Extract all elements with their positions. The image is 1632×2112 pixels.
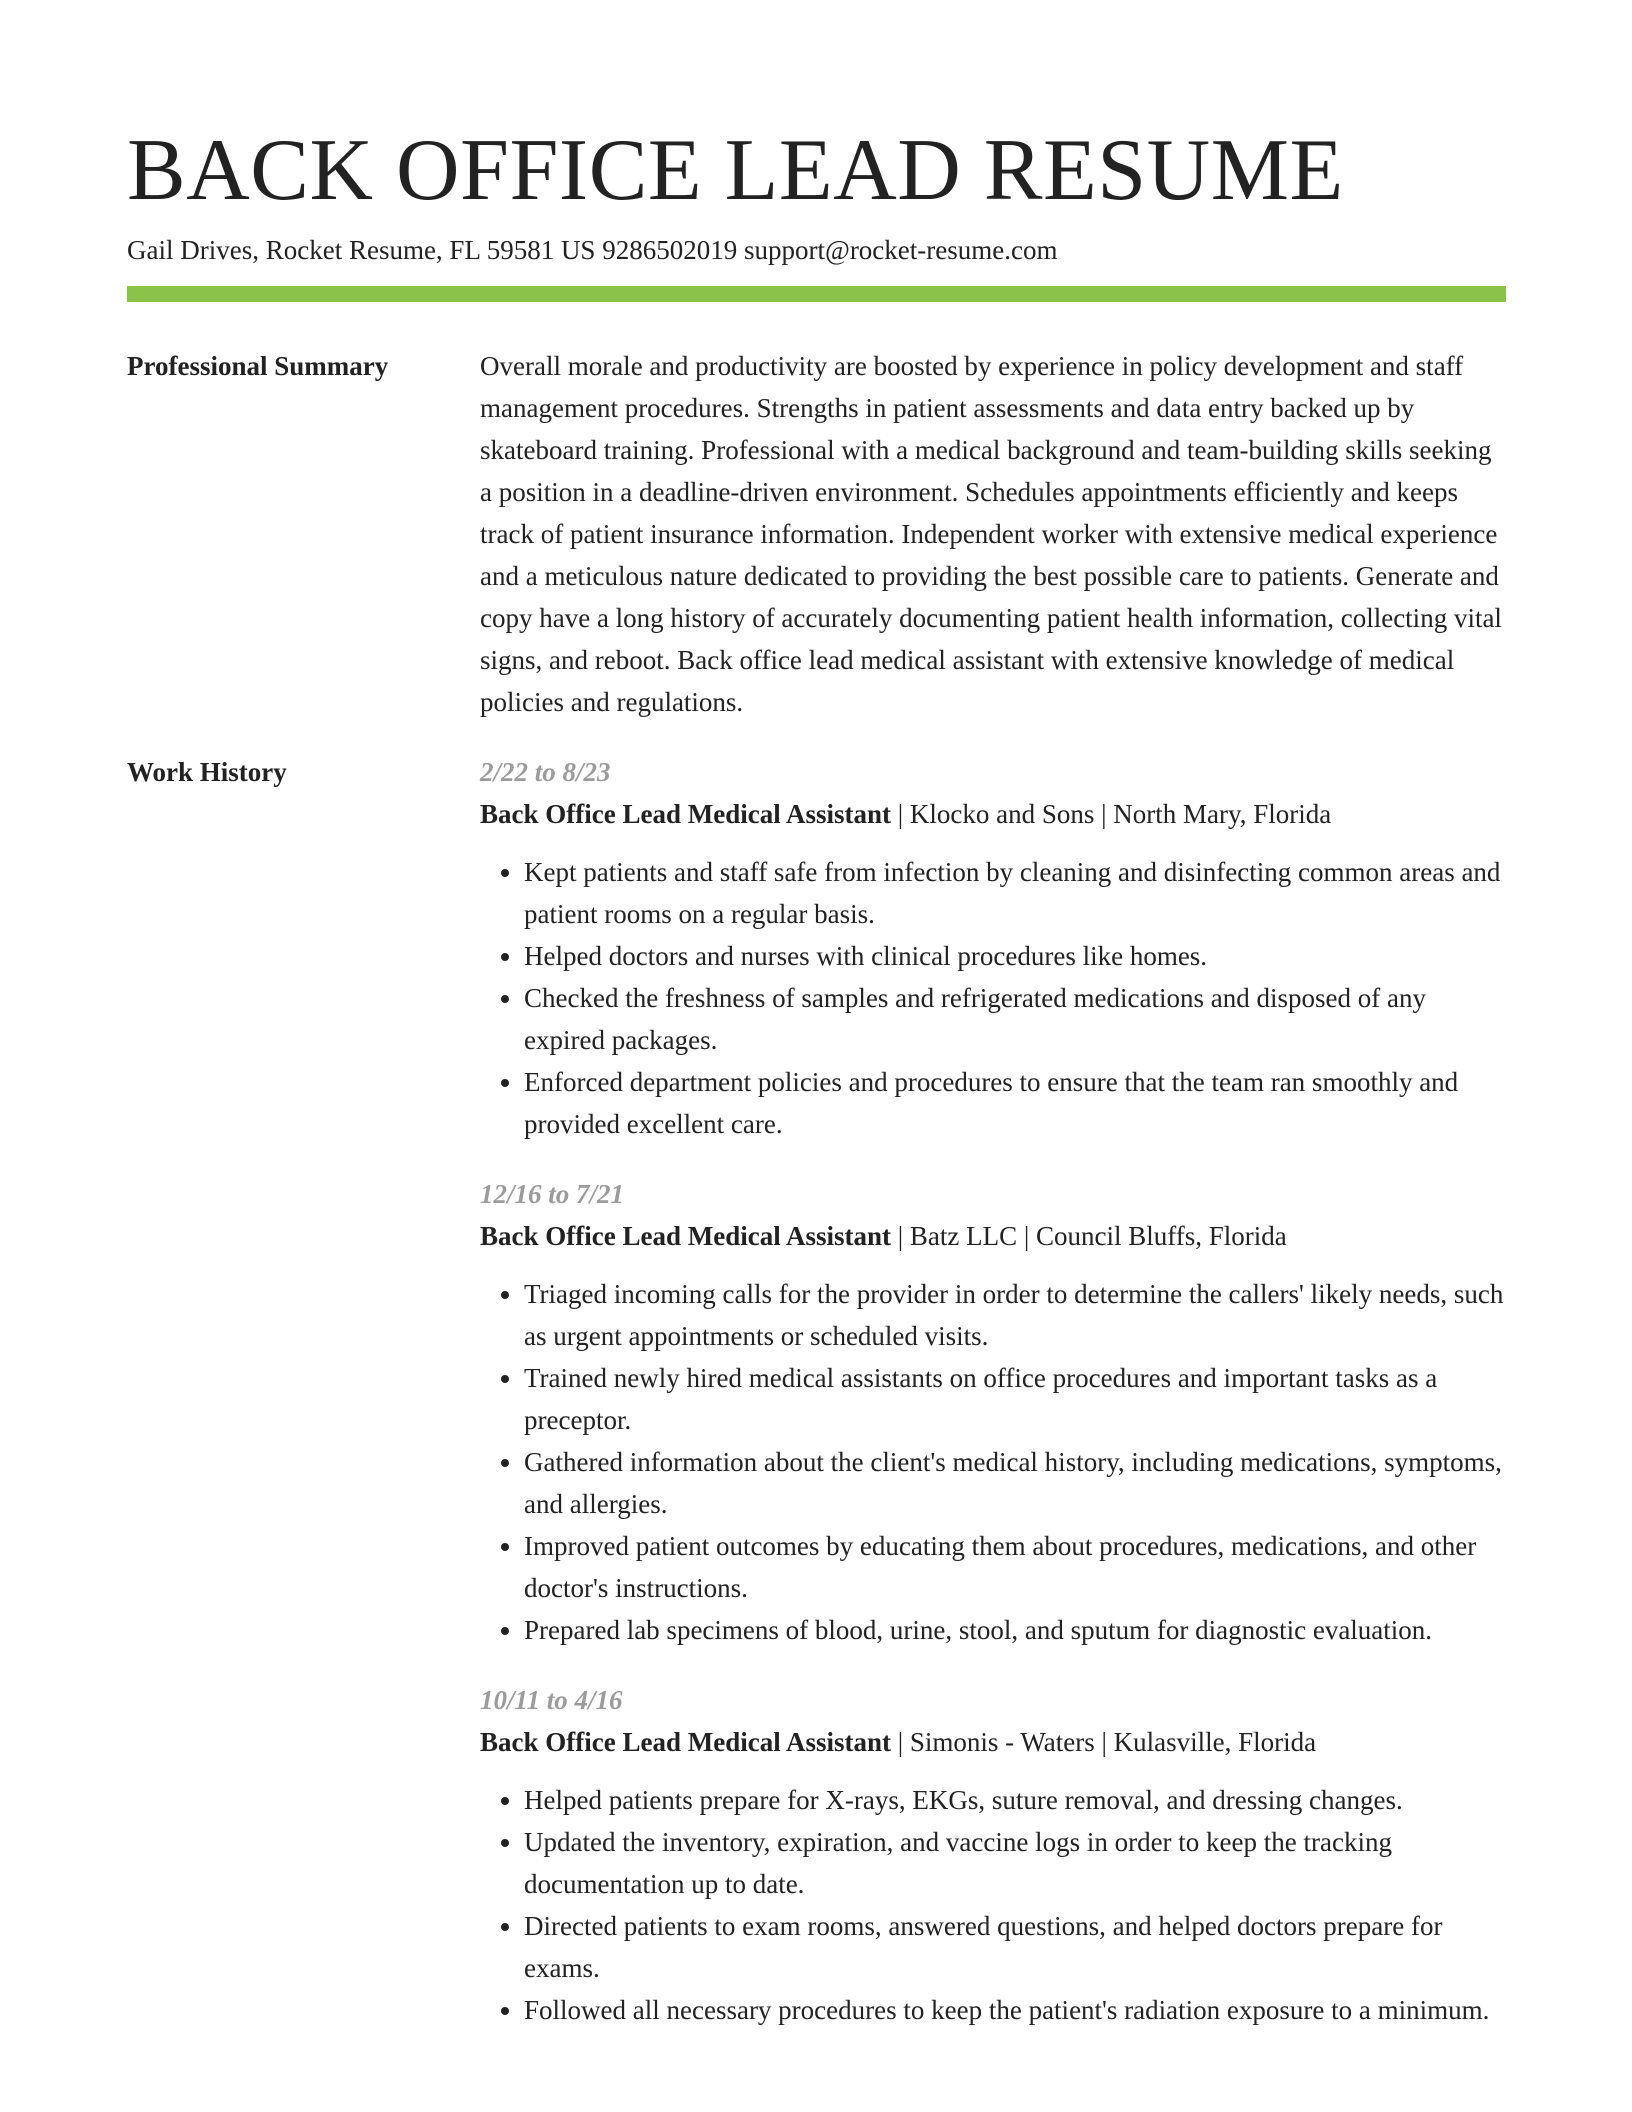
job-bullet: • Prepared lab specimens of blood, urine, stool, and sputum for diagnostic evaluation.	[524, 1609, 1506, 1651]
job-header	[480, 1721, 1506, 1763]
accent-divider	[127, 286, 1506, 302]
job-title: Back Office Lead Medical Assistant	[480, 1221, 891, 1251]
job-bullet: • Helped doctors and nurses with clinical procedures like homes.	[524, 935, 1506, 977]
job-bullet: • Followed all necessary procedures to keep the patient's radiation exposure to a minimum.	[524, 1989, 1506, 2031]
job-bullets	[480, 851, 1506, 1145]
summary-section	[480, 345, 1506, 723]
job-bullet: • Enforced department policies and procedures to ensure that the team ran smoothly and provided excellent care.	[524, 1061, 1506, 1145]
job-dates: 12/16 to 7/21	[480, 1179, 625, 1209]
work-history-label: Work History	[127, 757, 287, 787]
job-header	[480, 793, 1506, 835]
job-bullet: • Helped patients prepare for X-rays, EKGs, suture removal, and dressing changes.	[524, 1779, 1506, 1821]
job-details: | Simonis - Waters | Kulasville, Florida	[890, 1727, 1317, 1757]
job-entry	[480, 751, 1506, 1145]
summary-label: Professional Summary	[127, 351, 389, 381]
job-dates: 2/22 to 8/23	[480, 757, 611, 787]
job-bullet: • Trained newly hired medical assistants on office procedures and important tasks as a preceptor.	[524, 1357, 1506, 1441]
job-bullet: • Gathered information about the client's medical history, including medications, symptoms, and allergies.	[524, 1441, 1506, 1525]
resume-title: BACK OFFICE LEAD RESUME	[127, 122, 1344, 219]
job-bullet: • Checked the freshness of samples and refrigerated medications and disposed of any expired packages.	[524, 977, 1506, 1061]
work-history-section	[480, 751, 1506, 2059]
job-title: Back Office Lead Medical Assistant	[480, 799, 891, 829]
job-header	[480, 1215, 1506, 1257]
summary-text: Overall morale and productivity are boosted by experience in policy development and staff management procedures. Strengths in patient assessments and data entry backed up by skateboard training. Professional with a medical background and team-building skills seeking a position in a deadline-driven environment. Schedules appointments efficiently and keeps track of patient insurance information. Independent worker with extensive medical experience and a meticulous nature dedicated to providing the best possible care to patients. Generate and copy have a long history of accurately documenting patient health information, collecting vital signs, and reboot. Back office lead medical assistant with extensive knowledge of medical policies and regulations.	[480, 351, 1502, 717]
job-title: Back Office Lead Medical Assistant	[480, 1727, 891, 1757]
job-bullet: • Directed patients to exam rooms, answered questions, and helped doctors prepare for exams.	[524, 1905, 1506, 1989]
job-bullet: • Updated the inventory, expiration, and vaccine logs in order to keep the tracking documentation up to date.	[524, 1821, 1506, 1905]
job-bullets	[480, 1273, 1506, 1651]
job-bullet: • Improved patient outcomes by educating them about procedures, medications, and other doctor's instructions.	[524, 1525, 1506, 1609]
job-entry	[480, 1679, 1506, 2031]
job-bullet: • Kept patients and staff safe from infection by cleaning and disinfecting common areas and patient rooms on a regular basis.	[524, 851, 1506, 935]
job-details: | Batz LLC | Council Bluffs, Florida	[890, 1221, 1287, 1251]
contact-line: Gail Drives, Rocket Resume, FL 59581 US 9286502019 support@rocket-resume.com	[127, 235, 1058, 265]
job-entry	[480, 1173, 1506, 1651]
job-bullets	[480, 1779, 1506, 2031]
job-details: | Klocko and Sons | North Mary, Florida	[890, 799, 1332, 829]
job-dates: 10/11 to 4/16	[480, 1685, 623, 1715]
job-bullet: • Triaged incoming calls for the provider in order to determine the callers' likely needs, such as urgent appointments or scheduled visits.	[524, 1273, 1506, 1357]
